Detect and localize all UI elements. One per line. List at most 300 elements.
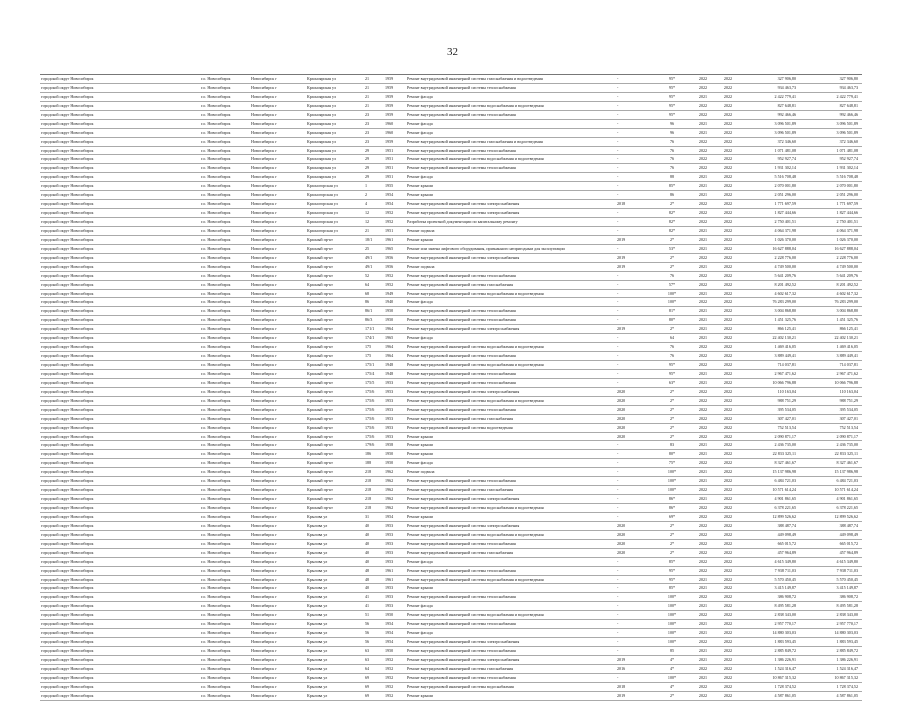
cell-build-year: 1959	[385, 138, 394, 144]
cell-build-year: 1965	[385, 245, 394, 251]
cell-build-year: 1949	[385, 290, 394, 296]
cell-work-type: Ремонт крыши	[407, 451, 433, 457]
cell-municipality: городской округ Новосибирск	[41, 370, 94, 376]
cell-end-year: 2022	[723, 326, 733, 332]
table-row	[40, 361, 862, 370]
cell-street: Крылова ул	[307, 576, 328, 582]
cell-cost: 395 534,05	[777, 406, 796, 412]
cell-street: Крылова ул	[307, 522, 328, 528]
cell-municipality: городской округ Новосибирск	[41, 415, 94, 421]
cell-end-year: 2022	[723, 388, 733, 394]
cell-wear-percent: 86	[669, 192, 675, 198]
cell-wear-percent: 100*	[667, 612, 677, 618]
cell-city: Новосибирск г	[251, 531, 277, 537]
cell-survey-year: -	[617, 93, 619, 99]
cell-municipality: городской округ Новосибирск	[41, 120, 94, 126]
cell-street: Крылова ул	[307, 656, 328, 662]
cell-wear-percent: 95*	[668, 370, 676, 376]
cell-start-year: 2022	[698, 594, 708, 600]
table-row	[40, 415, 862, 424]
cell-city: Новосибирск г	[251, 308, 277, 314]
cell-street: Крылова ул	[307, 648, 328, 653]
cell-city: Новосибирск г	[251, 219, 277, 224]
cell-wear-percent: 100*	[667, 639, 677, 645]
cell-street: Красный пр-кт	[307, 442, 333, 448]
cell-start-year: 2021	[698, 469, 708, 475]
table-row	[40, 567, 862, 576]
cell-end-year: 2022	[723, 460, 733, 466]
cell-street: Красногорская ул	[307, 227, 338, 233]
cell-total-cost: 992 466,46	[839, 111, 858, 117]
cell-wear-percent: 100*	[667, 487, 677, 493]
cell-district: г.о. Новосибирск	[201, 84, 231, 90]
cell-municipality: городской округ Новосибирск	[41, 531, 94, 537]
cell-start-year: 2021	[698, 656, 708, 662]
cell-district: г.о. Новосибирск	[201, 549, 231, 555]
cell-start-year: 2022	[698, 505, 708, 510]
cell-district: г.о. Новосибирск	[201, 639, 231, 645]
cell-build-year: 1953	[385, 585, 394, 591]
table-row	[40, 674, 862, 683]
cell-cost: 5 516 708,48	[774, 174, 796, 180]
cell-build-year: 1950	[385, 648, 394, 653]
cell-wear-percent: 82*	[668, 227, 676, 233]
cell-wear-percent: 85*	[668, 558, 676, 564]
cell-work-type: Ремонт фасада	[407, 299, 433, 305]
cell-city: Новосибирск г	[251, 370, 277, 376]
cell-district: г.о. Новосибирск	[201, 362, 231, 367]
cell-work-type: Ремонт внутридомовой инженерной системы электроснабжения	[407, 639, 520, 645]
cell-wear-percent: 2*	[669, 433, 675, 439]
cell-city: Новосибирск г	[251, 469, 277, 475]
cell-district: г.о. Новосибирск	[201, 594, 231, 600]
cell-house-number: 41	[365, 603, 370, 609]
table-row	[40, 334, 862, 343]
cell-house-number: 48	[365, 576, 370, 582]
cell-municipality: городской округ Новосибирск	[41, 219, 94, 224]
cell-house-number: 86	[365, 299, 370, 305]
cell-wear-percent: 76	[669, 353, 675, 359]
table-row	[40, 665, 862, 674]
cell-wear-percent: 83	[669, 442, 675, 448]
cell-total-cost: 866 125,41	[839, 326, 858, 332]
cell-district: г.о. Новосибирск	[201, 236, 231, 242]
cell-municipality: городской округ Новосибирск	[41, 540, 94, 546]
cell-survey-year: -	[617, 362, 619, 367]
cell-city: Новосибирск г	[251, 621, 277, 627]
cell-start-year: 2021	[698, 93, 708, 99]
cell-total-cost: 8 495 581,28	[836, 603, 858, 609]
cell-work-type: Ремонт или замена лифтового оборудования, признанного непригодным для эксплуатации	[407, 245, 565, 251]
cell-survey-year: -	[617, 487, 619, 493]
cell-house-number: 175/4	[365, 370, 375, 376]
cell-survey-year: 2020	[617, 549, 626, 555]
cell-city: Новосибирск г	[251, 290, 277, 296]
cell-end-year: 2022	[723, 147, 733, 153]
cell-total-cost: 449 098,49	[839, 531, 858, 537]
cell-survey-year: -	[617, 219, 619, 224]
cell-municipality: городской округ Новосибирск	[41, 183, 94, 189]
cell-house-number: 40	[365, 522, 370, 528]
cell-city: Новосибирск г	[251, 84, 277, 90]
cell-build-year: 1954	[385, 192, 394, 198]
cell-municipality: городской округ Новосибирск	[41, 147, 94, 153]
cell-street: Красный пр-кт	[307, 299, 333, 305]
cell-end-year: 2022	[723, 639, 733, 645]
cell-wear-percent: 100*	[667, 290, 677, 296]
cell-end-year: 2022	[723, 692, 733, 698]
cell-total-cost: 6 484 721,03	[836, 478, 858, 484]
table-row	[40, 576, 862, 585]
cell-district: г.о. Новосибирск	[201, 415, 231, 421]
cell-house-number: 175/6	[365, 415, 375, 421]
cell-end-year: 2022	[723, 281, 733, 287]
cell-survey-year: -	[617, 344, 619, 350]
cell-start-year: 2022	[698, 522, 708, 528]
cell-build-year: 1951	[385, 156, 394, 162]
cell-start-year: 2021	[698, 630, 708, 636]
cell-district: г.о. Новосибирск	[201, 460, 231, 466]
cell-total-cost: 3 096 501,89	[836, 129, 858, 135]
table-row	[40, 468, 862, 477]
cell-wear-percent: 95*	[668, 102, 676, 108]
cell-municipality: городской округ Новосибирск	[41, 576, 94, 582]
cell-total-cost: 4 064 371,98	[836, 227, 858, 233]
cell-wear-percent: 57*	[668, 281, 676, 287]
cell-city: Новосибирск г	[251, 111, 277, 117]
cell-cost: 15 137 986,98	[772, 469, 796, 475]
cell-total-cost: 10 867 315,32	[834, 674, 858, 680]
cell-municipality: городской округ Новосибирск	[41, 308, 94, 314]
table-row	[40, 397, 862, 406]
cell-city: Новосибирск г	[251, 648, 277, 653]
cell-wear-percent: 80*	[668, 317, 676, 323]
cell-cost: 1 883 593,45	[774, 639, 796, 645]
cell-survey-year: -	[617, 210, 619, 216]
cell-build-year: 1965	[385, 335, 394, 341]
cell-city: Новосибирск г	[251, 612, 277, 618]
cell-total-cost: 16 627 888,04	[834, 245, 858, 251]
cell-start-year: 2022	[698, 272, 708, 278]
cell-district: г.о. Новосибирск	[201, 174, 231, 180]
cell-cost: 6 484 721,03	[774, 478, 796, 484]
cell-total-cost: 386 908,72	[839, 594, 858, 600]
cell-start-year: 2022	[698, 397, 708, 403]
cell-municipality: городской округ Новосибирск	[41, 612, 94, 618]
cell-end-year: 2022	[723, 656, 733, 662]
cell-survey-year: -	[617, 156, 619, 162]
cell-street: Красноярская ул	[307, 76, 336, 81]
cell-survey-year: -	[617, 594, 619, 600]
cell-municipality: городской округ Новосибирск	[41, 639, 94, 645]
cell-street: Крылова ул	[307, 621, 328, 627]
cell-work-type: Ремонт внутридомовой инженерной системы электроснабжения	[407, 522, 520, 528]
cell-work-type: Ремонт внутридомовой инженерной системы теплоснабжения	[407, 317, 516, 323]
cell-cost: 5 570 450,45	[774, 576, 796, 582]
cell-survey-year: -	[617, 335, 619, 341]
cell-build-year: 1952	[385, 281, 394, 287]
cell-start-year: 2022	[698, 540, 708, 546]
cell-work-type: Ремонт внутридомовой инженерной системы теплоснабжения	[407, 353, 516, 359]
cell-build-year: 1953	[385, 522, 394, 528]
cell-municipality: городской округ Новосибирск	[41, 254, 94, 260]
cell-municipality: городской округ Новосибирск	[41, 290, 94, 296]
cell-total-cost: 4 602 617,32	[836, 290, 858, 296]
cell-survey-year: -	[617, 272, 619, 278]
table-row	[40, 477, 862, 486]
cell-house-number: 86/3	[365, 317, 373, 323]
cell-wear-percent: 85	[669, 648, 675, 653]
cell-end-year: 2022	[723, 496, 733, 502]
cell-street: Красноярская ул	[307, 84, 336, 90]
cell-district: г.о. Новосибирск	[201, 522, 231, 528]
cell-build-year: 1956	[385, 254, 394, 260]
cell-cost: 2 967 471,62	[774, 370, 796, 376]
cell-survey-year: -	[617, 603, 619, 609]
cell-end-year: 2022	[723, 93, 733, 99]
cell-street: Красный пр-кт	[307, 415, 333, 421]
cell-street: Красноярская ул	[307, 138, 336, 144]
cell-city: Новосибирск г	[251, 424, 277, 430]
cell-district: г.о. Новосибирск	[201, 335, 231, 341]
cell-wear-percent: 2*	[669, 692, 675, 698]
cell-wear-percent: 2*	[669, 522, 675, 528]
cell-start-year: 2021	[698, 370, 708, 376]
cell-start-year: 2021	[698, 263, 708, 269]
cell-build-year: 1953	[385, 415, 394, 421]
cell-total-cost: 395 534,05	[839, 406, 858, 412]
cell-house-number: 51	[365, 612, 370, 618]
cell-work-type: Ремонт внутридомовой инженерной системы водоснабжения и водоотведения	[407, 362, 544, 367]
cell-house-number: 63	[365, 648, 370, 653]
cell-build-year: 1956	[385, 263, 394, 269]
cell-cost: 12 899 526,62	[772, 513, 796, 519]
cell-build-year: 1951	[385, 165, 394, 171]
cell-total-cost: 12 899 526,62	[834, 513, 858, 519]
cell-municipality: городской округ Новосибирск	[41, 102, 94, 108]
cell-district: г.о. Новосибирск	[201, 674, 231, 680]
cell-start-year: 2022	[698, 165, 708, 171]
table-row	[40, 245, 862, 254]
cell-municipality: городской округ Новосибирск	[41, 433, 94, 439]
table-row	[40, 522, 862, 531]
cell-survey-year: -	[617, 451, 619, 457]
cell-start-year: 2022	[698, 513, 708, 519]
cell-street: Красный пр-кт	[307, 451, 333, 457]
cell-street: Красный пр-кт	[307, 353, 333, 359]
cell-cost: 827 648,81	[777, 102, 796, 108]
cell-build-year: 1950	[385, 308, 394, 314]
table-row	[40, 263, 862, 272]
cell-end-year: 2022	[723, 245, 733, 251]
cell-end-year: 2022	[723, 102, 733, 108]
cell-end-year: 2022	[723, 165, 733, 171]
cell-work-type: Ремонт внутридомовой инженерной системы электроснабжения	[407, 388, 520, 394]
cell-house-number: 25	[365, 245, 370, 251]
cell-street: Красный пр-кт	[307, 487, 333, 493]
cell-end-year: 2022	[723, 379, 733, 385]
cell-cost: 8 495 581,28	[774, 603, 796, 609]
table-row	[40, 129, 862, 138]
cell-total-cost: 665 015,72	[839, 540, 858, 546]
table-row	[40, 692, 862, 701]
cell-house-number: 12	[365, 219, 370, 224]
cell-build-year: 1953	[385, 424, 394, 430]
cell-cost: 449 098,49	[777, 531, 796, 537]
cell-total-cost: 5 641 209,76	[836, 272, 858, 278]
cell-municipality: городской округ Новосибирск	[41, 165, 94, 171]
table-row	[40, 272, 862, 281]
cell-street: Красный пр-кт	[307, 469, 333, 475]
cell-cost: 388 487,74	[777, 522, 796, 528]
cell-street: Крылова ул	[307, 674, 328, 680]
table-row	[40, 155, 862, 164]
cell-work-type: Ремонт внутридомовой инженерной системы газоснабжения и водоотведения	[407, 138, 543, 144]
cell-survey-year: -	[617, 227, 619, 233]
cell-total-cost: 1 451 325,76	[836, 317, 858, 323]
cell-city: Новосибирск г	[251, 183, 277, 189]
cell-street: Крылова ул	[307, 665, 328, 671]
cell-municipality: городской округ Новосибирск	[41, 549, 94, 555]
cell-end-year: 2022	[723, 84, 733, 90]
cell-survey-year: 2020	[617, 406, 626, 412]
cell-house-number: 21	[365, 227, 370, 233]
cell-survey-year: -	[617, 674, 619, 680]
cell-street: Красный пр-кт	[307, 272, 333, 278]
cell-municipality: городской округ Новосибирск	[41, 353, 94, 359]
cell-wear-percent: 100*	[667, 603, 677, 609]
cell-total-cost: 372 346,60	[839, 138, 858, 144]
cell-house-number: 40	[365, 558, 370, 564]
cell-wear-percent: 95*	[668, 93, 676, 99]
cell-total-cost: 6 378 221,65	[836, 505, 858, 510]
cell-wear-percent: 100*	[667, 674, 677, 680]
cell-house-number: 56	[365, 630, 370, 636]
table-row	[40, 513, 862, 522]
cell-build-year: 1962	[385, 505, 394, 510]
cell-end-year: 2022	[723, 201, 733, 207]
cell-survey-year: 2019	[617, 692, 626, 698]
cell-work-type: Ремонт внутридомовой инженерной системы газоснабжения	[407, 415, 513, 421]
cell-start-year: 2022	[698, 147, 708, 153]
cell-city: Новосибирск г	[251, 210, 277, 216]
cell-wear-percent: 2*	[669, 397, 675, 403]
cell-house-number: 64	[365, 665, 370, 671]
cell-build-year: 1952	[385, 683, 394, 689]
cell-start-year: 2022	[698, 76, 708, 81]
cell-wear-percent: 95*	[668, 84, 676, 90]
cell-build-year: 1952	[385, 656, 394, 662]
table-row	[40, 111, 862, 120]
cell-work-type: Ремонт внутридомовой инженерной системы теплоснабжения	[407, 674, 516, 680]
cell-work-type: Ремонт фасада	[407, 120, 433, 126]
cell-survey-year: -	[617, 442, 619, 448]
cell-street: Красноярская ул	[307, 111, 336, 117]
cell-district: г.о. Новосибирск	[201, 505, 231, 510]
cell-start-year: 2021	[698, 308, 708, 314]
cell-cost: 714 037,81	[777, 362, 796, 367]
cell-district: г.о. Новосибирск	[201, 201, 231, 207]
cell-cost: 2 885 849,72	[774, 648, 796, 653]
cell-work-type: Ремонт внутридомовой инженерной системы теплоснабжения	[407, 478, 516, 484]
cell-wear-percent: 95*	[668, 362, 676, 367]
cell-survey-year: -	[617, 370, 619, 376]
cell-build-year: 1959	[385, 102, 394, 108]
cell-start-year: 2022	[698, 111, 708, 117]
cell-house-number: 69	[365, 674, 370, 680]
cell-municipality: городской округ Новосибирск	[41, 281, 94, 287]
cell-build-year: 1964	[385, 353, 394, 359]
cell-house-number: 23	[365, 138, 370, 144]
cell-survey-year: 2019	[617, 656, 626, 662]
cell-street: Красный пр-кт	[307, 424, 333, 430]
cell-street: Красноярская ул	[307, 174, 336, 180]
cell-house-number: 175/6	[365, 388, 375, 394]
cell-survey-year: 2019	[617, 236, 626, 242]
table-row	[40, 218, 862, 227]
cell-end-year: 2022	[723, 442, 733, 448]
cell-work-type: Ремонт внутридомовой инженерной системы водоотведения	[407, 424, 513, 430]
cell-work-type: Ремонт крыши	[407, 236, 433, 242]
cell-house-number: 41	[365, 594, 370, 600]
cell-cost: 2 838 343,00	[774, 612, 796, 618]
cell-build-year: 1950	[385, 612, 394, 618]
cell-end-year: 2022	[723, 549, 733, 555]
cell-cost: 1 771 697,59	[774, 201, 796, 207]
table-row	[40, 683, 862, 692]
cell-city: Новосибирск г	[251, 451, 277, 457]
cell-street: Красноярская ул	[307, 120, 336, 126]
cell-total-cost: 1 728 374,52	[836, 683, 858, 689]
cell-survey-year: -	[617, 138, 619, 144]
cell-wear-percent: 2*	[669, 424, 675, 430]
cell-start-year: 2021	[698, 478, 708, 484]
cell-street: Крылова ул	[307, 630, 328, 636]
cell-street: Красный пр-кт	[307, 335, 333, 341]
cell-street: Красный пр-кт	[307, 290, 333, 296]
cell-work-type: Ремонт крыши	[407, 183, 433, 189]
cell-cost: 2 422 779,41	[774, 93, 796, 99]
cell-wear-percent: 96	[669, 120, 675, 126]
cell-house-number: 31	[365, 513, 370, 519]
cell-municipality: городской округ Новосибирск	[41, 76, 94, 81]
cell-end-year: 2022	[723, 522, 733, 528]
cell-district: г.о. Новосибирск	[201, 111, 231, 117]
cell-district: г.о. Новосибирск	[201, 496, 231, 502]
cell-house-number: 175/5	[365, 379, 375, 385]
cell-survey-year: 2019	[617, 254, 626, 260]
cell-start-year: 2022	[698, 415, 708, 421]
cell-cost: 2 051 296,00	[774, 192, 796, 198]
cell-district: г.о. Новосибирск	[201, 227, 231, 233]
cell-street: Крылова ул	[307, 683, 328, 689]
cell-city: Новосибирск г	[251, 76, 277, 81]
table-row	[40, 164, 862, 173]
cell-house-number: 175/6	[365, 433, 375, 439]
cell-house-number: 218	[365, 469, 372, 475]
cell-municipality: городской округ Новосибирск	[41, 603, 94, 609]
table-row	[40, 102, 862, 111]
cell-city: Новосибирск г	[251, 344, 277, 350]
cell-house-number: 175/6	[365, 397, 375, 403]
cell-end-year: 2022	[723, 344, 733, 350]
cell-cost: 2 750 401,51	[774, 219, 796, 224]
cell-wear-percent: 76	[669, 138, 675, 144]
cell-district: г.о. Новосибирск	[201, 692, 231, 698]
cell-house-number: 175/1	[365, 362, 375, 367]
cell-work-type: Ремонт внутридомовой инженерной системы теплоснабжения	[407, 84, 516, 90]
cell-cost: 665 015,72	[777, 540, 796, 546]
